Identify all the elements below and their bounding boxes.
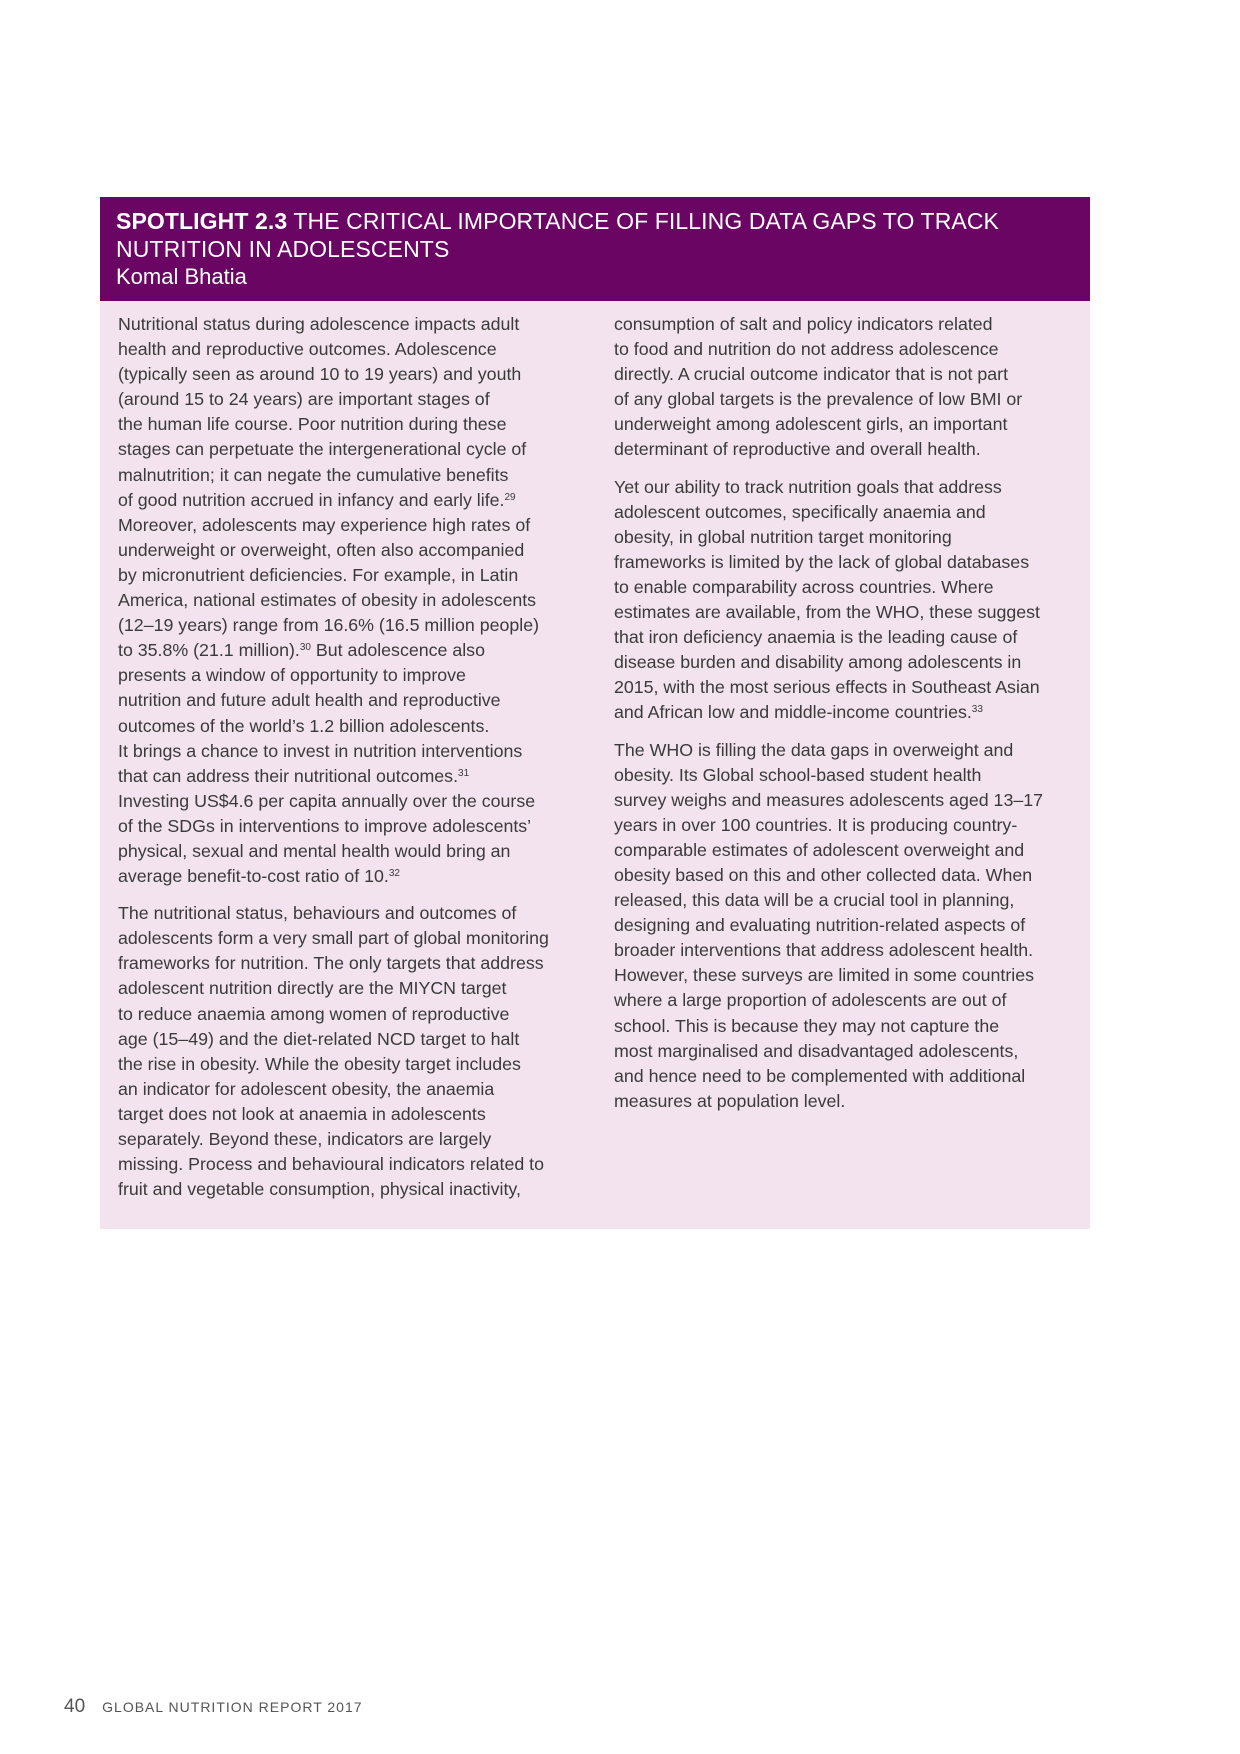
spotlight-author: Komal Bhatia — [116, 264, 247, 289]
paragraph-text: Investing US$4.6 per capita annually over the course of the SDGs in interventions to improve adolescents’ physical, sexual and mental health would bring an average benefit-to-cost ratio of 10. — [118, 790, 536, 887]
spotlight-heading — [116, 207, 1074, 235]
paragraph-text: Moreover, adolescents may experience high rates of underweight or overweight, often also accompanied by micronutrient deficiencies. For example, in Latin America, national estimates of obesity in adolescents (12–19 years) range from 16.6% (16.5 million people) to 35.8% (21.1 million). — [118, 514, 540, 661]
paragraph — [118, 312, 586, 889]
spotlight-title: THE CRITICAL IMPORTANCE OF FILLING DATA GAPS TO TRACK — [287, 208, 999, 234]
paragraph: The WHO is filling the data gaps in overweight and obesity. Its Global school-based student health survey weighs and measures adolescents aged 13–17 years in over 100 countries. It is producing country- comparable estimates of adolescent overweight and obesity based on this and other collected data. When released, this data will be a crucial tool in planning, designing and evaluating nutrition-related aspects of broader interventions that address adolescent health. However, these surveys are limited in some countries where a large proportion of adolescents are out of school. This is because they may not capture the most marginalised and disadvantaged adolescents, and hence need to be complemented with additional measures at population level. — [614, 739, 1043, 1111]
paragraph-text: Yet our ability to track nutrition goals that address adolescent outcomes, specifically anaemia and obesity, in global nutrition target monitoring frameworks is limited by the lack of global databases to enable comparability across countries. Where estimates are available, from the WHO, these suggest that iron deficiency anaemia is the leading cause of disease burden and disability among adolescents in 2015, with the most serious effects in Southeast Asian and African low and middle-income countries. — [614, 476, 1040, 723]
paragraph-text: But adolescence also presents a window of opportunity to improve nutrition and future adult health and reproductive outcomes of the world’s 1.2 billion adolescents. It brings a chance to invest in nutrition interventions that can address their nutritional outcomes. — [118, 640, 523, 786]
footnote-ref: 33 — [971, 704, 983, 716]
footnote-ref: 32 — [388, 868, 400, 880]
page-footer — [64, 1696, 363, 1718]
spotlight-label: SPOTLIGHT 2.3 — [116, 208, 288, 234]
footnote-ref: 30 — [299, 642, 311, 654]
spotlight-header — [100, 197, 1090, 301]
right-column — [614, 312, 1084, 1126]
footnote-ref: 31 — [458, 767, 470, 779]
spotlight-body — [100, 301, 1090, 1229]
report-title: GLOBAL NUTRITION REPORT 2017 — [102, 1699, 363, 1715]
paragraph: consumption of salt and policy indicators related to food and nutrition do not address adolescence directly. A crucial outcome indicator that is not part of any global targets is the prevalence of low BMI or underweight among adolescent girls, an important determinant of reproductive and overall health. — [614, 314, 1023, 460]
paragraph-text: Nutritional status during adolescence impacts adult health and reproductive outcomes. Adolescence (typically seen as around 10 to 19 years) and youth (around 15 to 24 years) are important stages of the human life course. Poor nutrition during these stages can perpetuate the intergenerational cycle of malnutrition; it can negate the cumulative benefits of good nutrition accrued in infancy and early life. — [118, 314, 527, 510]
paragraph: The nutritional status, behaviours and outcomes of adolescents form a very small part of global monitoring frameworks for nutrition. The only targets that address adolescent nutrition directly are the MIYCN target to reduce anaemia among women of reproductive age (15–49) and the diet-related NCD target to halt the rise in obesity. While the obesity target includes an indicator for adolescent obesity, the anaemia target does not look at anaemia in adolescents separately. Beyond these, indicators are largely missing. Process and behavioural indicators related to fruit and vegetable consumption, physical inactivity, — [118, 903, 549, 1200]
footnote-ref: 29 — [504, 491, 516, 503]
paragraph — [614, 475, 1084, 726]
spotlight-title-line2: NUTRITION IN ADOLESCENTS — [116, 236, 450, 262]
page-number: 40 — [64, 1696, 86, 1717]
left-column — [118, 312, 586, 1214]
